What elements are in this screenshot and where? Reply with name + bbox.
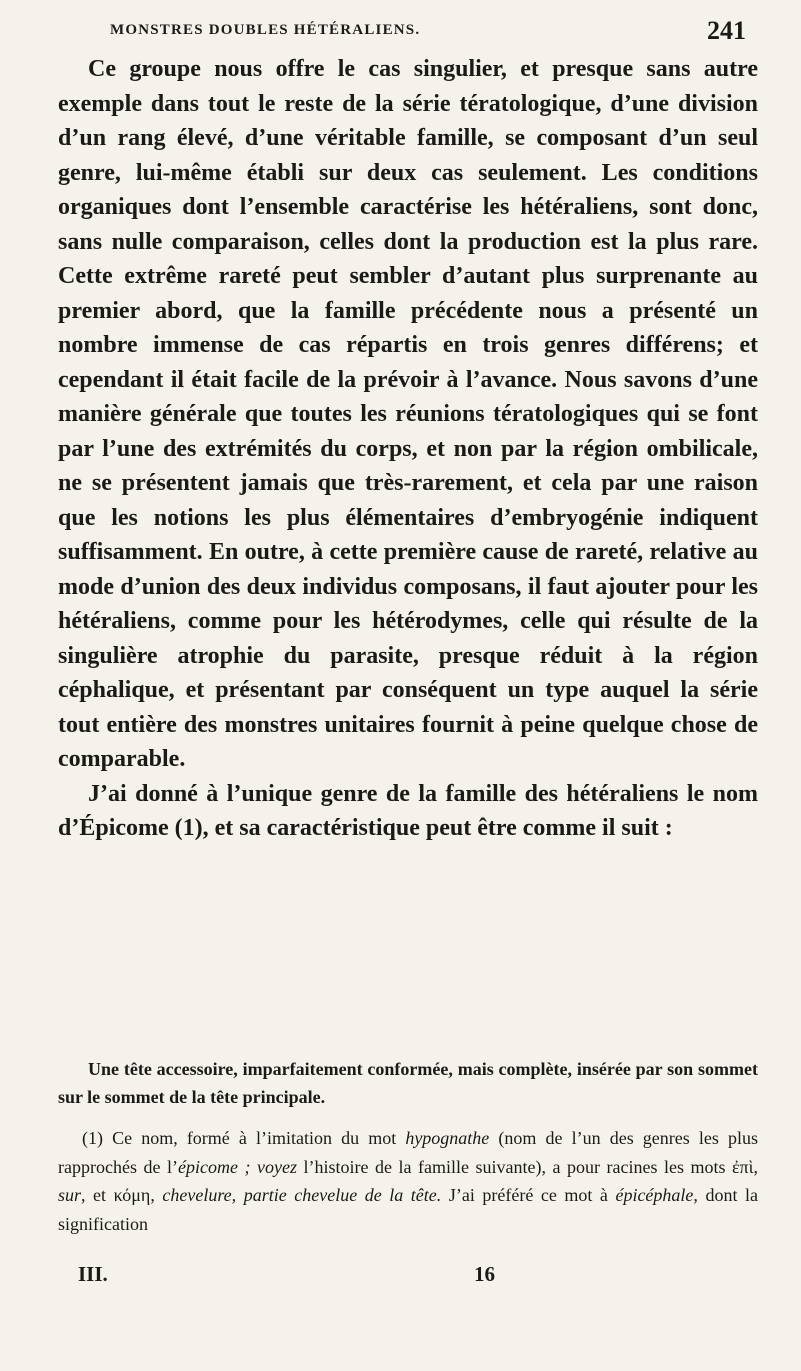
- definition-text: Une tête accessoire, imparfaitement conformée, mais complète, insérée par son sommet sur le sommet de la tête principale.: [58, 1059, 758, 1107]
- footnote-marker: (1): [82, 1128, 103, 1148]
- running-title: MONSTRES DOUBLES HÉTÉRALIENS.: [110, 22, 421, 38]
- footnote-part: ,: [753, 1156, 758, 1177]
- footnote-part: J’ai préféré ce mot à: [441, 1185, 616, 1205]
- paragraph: J’ai donné à l’unique genre de la famille des hétéraliens le nom d’Épicome (1), et sa caractéristique peut être comme il suit :: [58, 780, 758, 841]
- footnote: [58, 1124, 758, 1238]
- page-number: 241: [707, 16, 746, 45]
- footnote-part: dont la signification: [58, 1185, 758, 1234]
- footnote-text: [58, 1124, 758, 1238]
- footnote-italic: épicome ; voyez: [177, 1156, 297, 1177]
- footnote-part: Ce nom, formé à l’imitation du mot: [103, 1128, 406, 1148]
- page-footer: [78, 1262, 758, 1292]
- gathering-number: 16: [474, 1262, 495, 1286]
- footnote-italic: épicéphale,: [615, 1185, 698, 1205]
- footnote-part: , et: [81, 1185, 114, 1205]
- footnote-greek: ἐπὶ: [732, 1156, 754, 1177]
- footnote-part: l’histoire de la famille suivante), a pour racines les mots: [296, 1156, 732, 1177]
- paragraph: Ce groupe nous offre le cas singulier, et presque sans autre exemple dans tout le reste de la série tératologique, d’une division d’un rang élevé, d’une véritable famille, se composant d’un seul genre, lui-même établi sur deux cas seulement. Les conditions organiques dont l’ensemble caractérise les hétéraliens, sont donc, sans nulle comparaison, celles dont la production est la plus rare. Cette extrême rareté peut sembler d’autant plus surprenante au premier abord, que la famille précédente nous a présenté un nombre immense de cas répartis en trois genres différens; et cependant il était facile de la prévoir à l’avance. Nous savons d’une manière générale que toutes les réunions tératologiques qui se font par l’une des extrémités du corps, et non par la région ombilicale, ne se présentent jamais que très-rarement, et cela par une raison que les notions les plus élémentaires d’embryogénie indiquent suffisamment. En outre, à cette première cause de rareté, relative au mode d’union des deux individus composans, il faut ajouter pour les hétéraliens, comme pour les hétérodymes, celle qui résulte de la singulière atrophie du parasite, presque réduit à la région céphalique, et présentant par conséquent un type auquel la série tout entière des monstres unitaires fournit à peine quelque chose de comparable.: [58, 56, 758, 772]
- page-header: [60, 14, 746, 50]
- footnote-italic: chevelure, partie chevelue de la tête.: [162, 1185, 442, 1205]
- footnote-greek: κόμη: [113, 1185, 151, 1205]
- main-text: [58, 52, 758, 846]
- footnote-part: (nom de l’un des genres les plus rapprochés de l’: [58, 1128, 758, 1177]
- footnote-part: ,: [150, 1185, 163, 1205]
- signature-mark: III.: [78, 1262, 108, 1286]
- footnote-italic: sur: [58, 1185, 82, 1205]
- footnote-italic: hypognathe: [405, 1128, 490, 1148]
- genus-definition: [58, 1055, 758, 1111]
